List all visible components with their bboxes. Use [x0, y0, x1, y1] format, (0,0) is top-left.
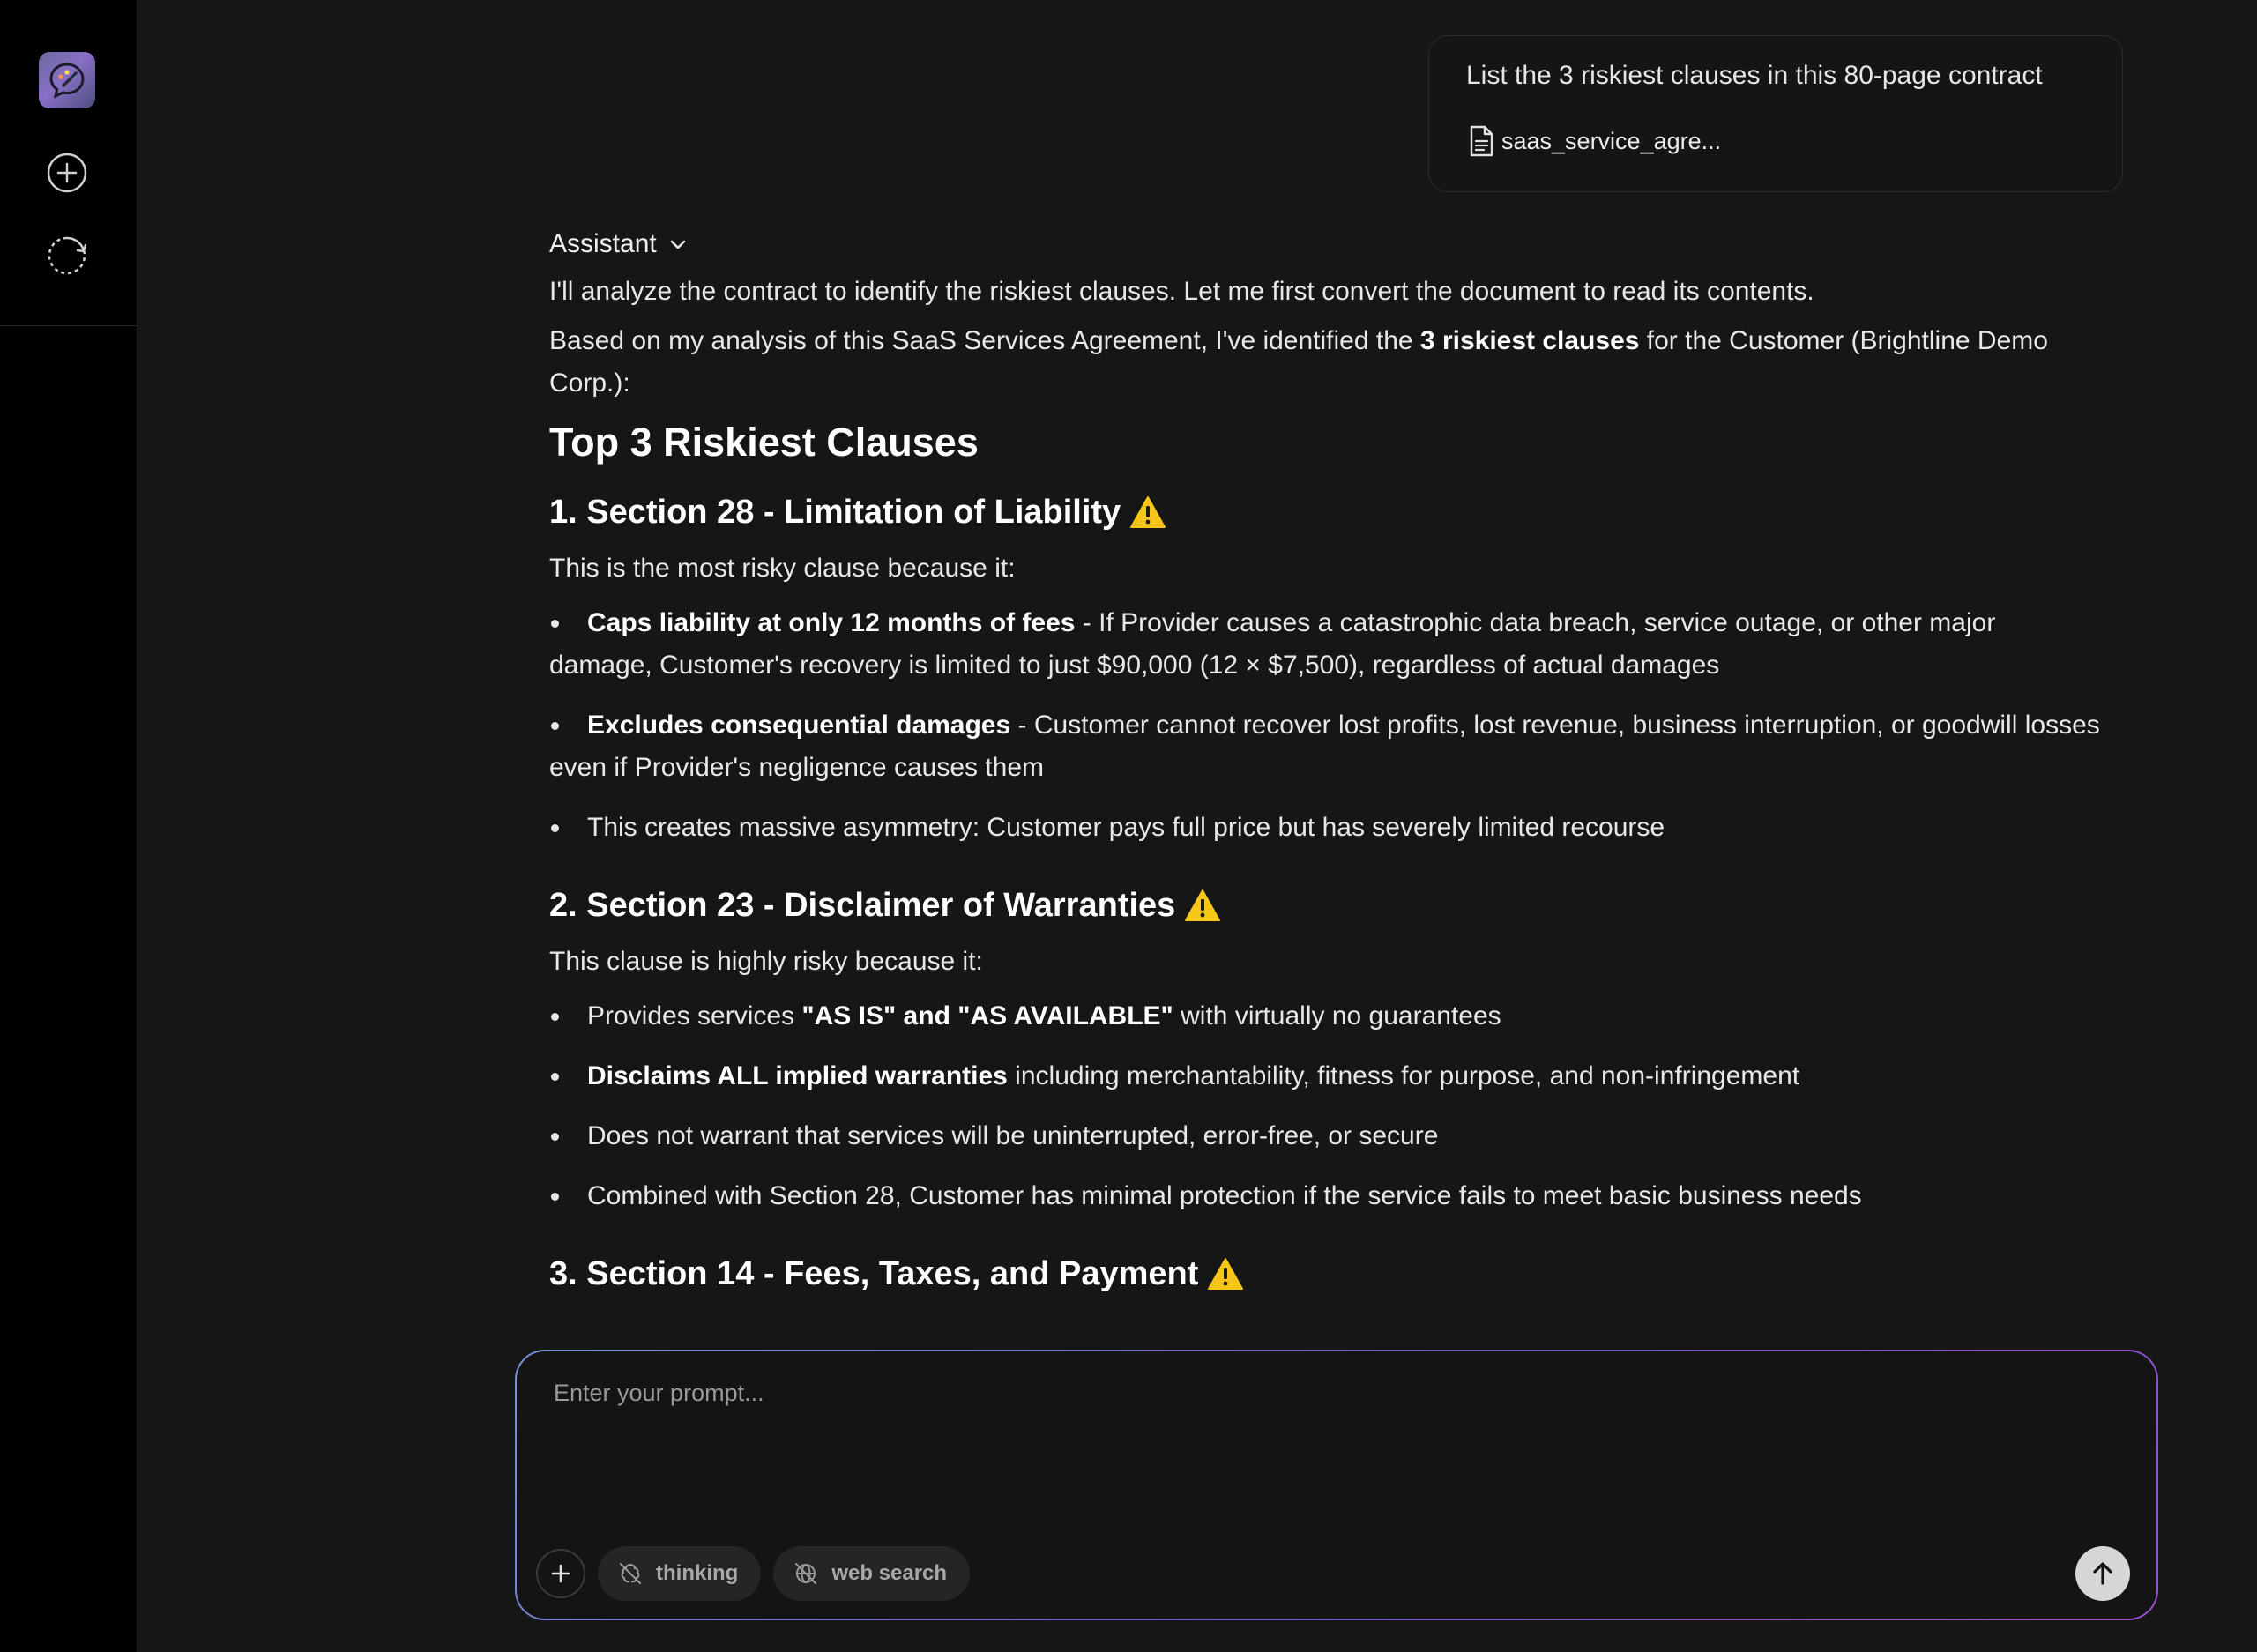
- chevron-down-icon: [667, 234, 689, 255]
- app-logo[interactable]: [39, 52, 95, 108]
- response-title: Top 3 Riskiest Clauses: [549, 420, 979, 465]
- list-item: [549, 1055, 2101, 1098]
- sidebar: [0, 0, 138, 1652]
- section-heading-text: 2. Section 23 - Disclaimer of Warranties: [549, 887, 1176, 924]
- bullet-text: - Customer cannot recover lost profits, lost revenue, business interruption, or goodwill losses even if Provider's negligence causes them: [549, 711, 2100, 782]
- bullet-bold: Caps liability at only 12 months of fees: [587, 608, 1076, 637]
- list-item: [549, 1115, 2101, 1157]
- summary-pre: Based on my analysis of this SaaS Services Agreement, I've identified the: [549, 326, 1420, 355]
- summary-bold: 3 riskiest clauses: [1419, 326, 1640, 355]
- bullet-pre: Provides services: [587, 1001, 802, 1031]
- bullet-text: Does not warrant that services will be uninterrupted, error-free, or secure: [587, 1121, 1439, 1150]
- thinking-label: thinking: [656, 1561, 739, 1585]
- bullet-bold: Excludes consequential damages: [587, 711, 1011, 740]
- attach-button[interactable]: [536, 1549, 585, 1598]
- send-button[interactable]: [2075, 1546, 2130, 1601]
- warning-icon: [1184, 889, 1221, 922]
- section-lead: This clause is highly risky because it:: [549, 947, 983, 976]
- web-search-toggle[interactable]: [773, 1546, 970, 1601]
- attachment-name: saas_service_agre...: [1501, 127, 1722, 154]
- section-bullets: [549, 602, 2101, 849]
- bullet-text: - If Provider causes a catastrophic data breach, service outage, or other major damage, Customer's recovery is limited to just $90,000 (12 × $7,500), regardless of actual damages: [549, 608, 1996, 680]
- chat-area: [137, 0, 2257, 1652]
- summary-post: for the Customer (Brightline Demo Corp.):: [549, 326, 2048, 398]
- section-lead: This is the most risky clause because it:: [549, 554, 1016, 583]
- list-item: [549, 995, 2101, 1038]
- brain-off-icon: [617, 1560, 644, 1587]
- assistant-toggle[interactable]: [549, 225, 2101, 264]
- section-heading-1: [549, 486, 2101, 539]
- bullet-bold: "AS IS" and "AS AVAILABLE": [801, 1001, 1173, 1031]
- list-item: [549, 602, 2101, 687]
- warning-icon: [1207, 1257, 1244, 1291]
- bullet-text: with virtually no guarantees: [1173, 1001, 1501, 1031]
- section-bullets: [549, 995, 2101, 1217]
- globe-off-icon: [793, 1560, 819, 1587]
- list-item: [549, 1175, 2101, 1217]
- bullet-text: Combined with Section 28, Customer has minimal protection if the service fails to meet basic business needs: [587, 1181, 1862, 1210]
- list-item: [549, 704, 2101, 789]
- bullet-bold: Disclaims ALL implied warranties: [587, 1061, 1008, 1090]
- plus-circle-icon: [46, 152, 88, 194]
- plus-icon: [548, 1561, 573, 1586]
- section-heading-text: 3. Section 14 - Fees, Taxes, and Payment: [549, 1255, 1199, 1292]
- user-message: [1428, 35, 2123, 192]
- section-heading-3: [549, 1247, 2101, 1300]
- arrow-up-icon: [2088, 1559, 2118, 1589]
- refresh-history-icon: [42, 231, 92, 280]
- attachment-chip[interactable]: [1466, 124, 1721, 158]
- prompt-input[interactable]: [552, 1378, 2107, 1522]
- document-icon: [1466, 124, 1496, 158]
- warning-icon: [1129, 495, 1166, 529]
- assistant-summary: [549, 320, 2101, 405]
- assistant-label: Assistant: [549, 229, 657, 258]
- section-heading-2: [549, 879, 2101, 932]
- thinking-toggle[interactable]: [598, 1546, 761, 1601]
- composer-tools: [536, 1546, 970, 1601]
- user-message-text: List the 3 riskiest clauses in this 80-page contract: [1466, 61, 2043, 90]
- history-button[interactable]: [39, 227, 95, 284]
- sidebar-top: [0, 0, 137, 326]
- assistant-message: [549, 225, 2101, 1300]
- web-search-label: web search: [831, 1561, 948, 1585]
- palette-chat-icon: [46, 59, 88, 101]
- bullet-text: including merchantability, fitness for purpose, and non-infringement: [1007, 1061, 1800, 1090]
- assistant-intro: I'll analyze the contract to identify the riskiest clauses. Let me first convert the document to read its contents.: [549, 277, 1814, 306]
- section-heading-text: 1. Section 28 - Limitation of Liability: [549, 494, 1121, 531]
- new-chat-button[interactable]: [39, 145, 95, 201]
- bullet-text: This creates massive asymmetry: Customer pays full price but has severely limited recourse: [587, 813, 1665, 842]
- list-item: [549, 807, 2101, 849]
- prompt-composer: [515, 1350, 2158, 1620]
